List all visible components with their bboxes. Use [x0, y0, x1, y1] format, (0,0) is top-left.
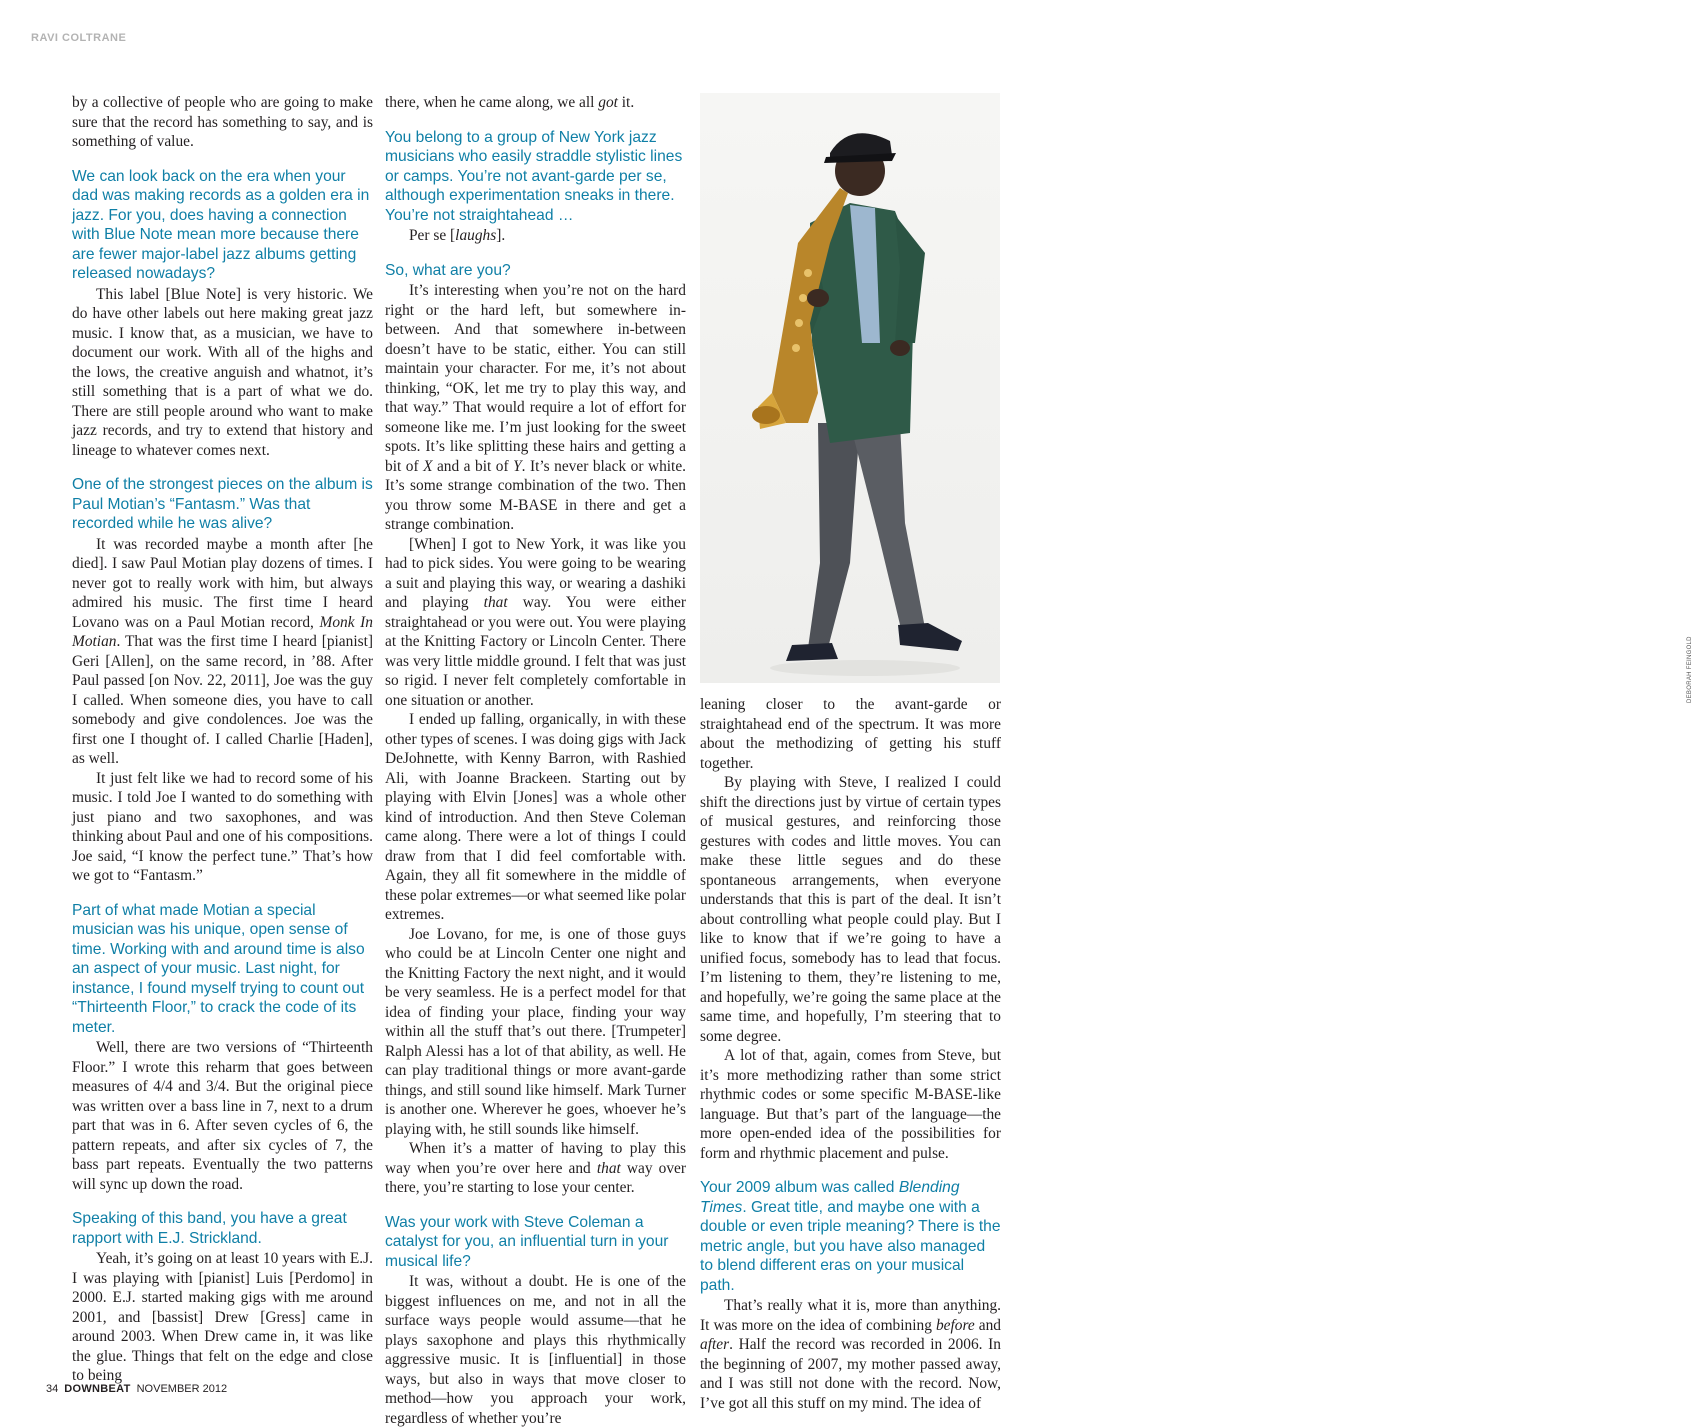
saxophonist-illustration	[700, 93, 1000, 683]
paragraph	[385, 226, 686, 246]
text-run: . It’s never black or white. It’s some strange combination of the two. Then you throw some M-BASE in there and get a strange combination.	[385, 457, 687, 533]
photo-credit: DEBORAH FEINGOLD	[1687, 636, 1693, 703]
text-run: it.	[617, 94, 635, 111]
text-run: . That was the first time I heard [pianist] Geri [Allen], on the same record, in ’88. After Paul passed [on Nov. 22, 2011], Joe was the guy I called. When someone dies, you have to call somebody and give condolences. Joe was the first one I thought of. I called Charlie [Haden], as well.	[72, 633, 373, 767]
paragraph: by a collective of people who are going to make sure that the record has something to say, and is something of value.	[72, 94, 373, 150]
emphasis: got	[598, 94, 618, 111]
column-3	[700, 695, 1001, 1413]
question-heading: Speaking of this band, you have a great rapport with E.J. Strickland.	[72, 1210, 347, 1247]
text-run: It was recorded maybe a month after [he died]. I saw Paul Motian play dozens of times. I never got to really work with him, but always admired his music. The first time I heard Lovano was on a Paul Motian record,	[72, 535, 373, 631]
question-heading: We can look back on the era when your dad was making records as a golden era in jazz. For you, does having a connection with Blue Note mean more because there are fewer major-label jazz albums getting released nowadays?	[72, 167, 370, 282]
text-run: and	[974, 1316, 1002, 1334]
question-heading: One of the strongest pieces on the album is Paul Motian’s “Fantasm.” Was that recorded while he was alive?	[72, 476, 373, 532]
question-heading: Part of what made Motian a special musician was his unique, open sense of time. Working with and around time is also an aspect of your music. Last night, for instance, I found myself trying to count out “Thirteenth Floor,” to crack the code of its meter.	[72, 901, 365, 1036]
question-heading: You belong to a group of New York jazz musicians who easily straddle stylistic lines or camps. You’re not avant-garde per se, although experimentation sneaks in there. You’re not straightahead …	[385, 128, 683, 224]
paragraph: Yeah, it’s going on at least 10 years with E.J. I was playing with [pianist] Luis [Perdomo] in 2000. E.J. started making gigs with me around 2001, and [bassist] Drew [Gress] came in around 2003. When Drew came in, it was like the glue. Things that felt on the edge and close to being	[72, 1250, 373, 1384]
paragraph: I ended up falling, organically, in with these other types of scenes. I was doing gigs with Jack DeJohnette, with Kenny Barron, with Rashied Ali, with Joanne Brackeen. Starting out by playing with Elvin [Jones] was a whole other kind of introduction. And then Steve Coleman came along. There were a lot of things I could draw from that I did feel comfortable with. Again, they all fit somewhere in the middle of these polar extremes—or what seemed like polar extremes.	[385, 711, 686, 923]
paragraph	[72, 535, 373, 769]
text-run: way over there, you’re starting to lose your center.	[385, 1159, 686, 1196]
paragraph	[385, 281, 686, 535]
saxophonist-photo	[700, 93, 1693, 703]
text-run: there, when he came along, we all	[385, 94, 599, 111]
text-run: It’s interesting when you’re not on the hard right or the hard left, but somewhere in-between. And that somewhere in-between doesn’t have to be static, either. You can still maintain your character. For me, it’s not about thinking, “OK, let me try to play this way, and that way.” That would require a lot of effort for someone like me. I’m just looking for the sweet spots. It’s like splitting these hairs and getting a bit of	[385, 282, 686, 475]
album-title: Blending Times	[700, 1179, 960, 1216]
paragraph: It just felt like we had to record some of his music. I told Joe I wanted to do something with just piano and two saxophones, and was thinking about Paul and one of his compositions. Joe said, “I know the perfect tune.” That’s how we got to “Fantasm.”	[72, 769, 373, 884]
text-run: . Half the record was recorded in 2006. In the beginning of 2007, my mother passed away, and I was still not done with the record. Now, I’ve got all this stuff on my mind. The idea of	[700, 1336, 1001, 1412]
issue-date: NOVEMBER 2012	[136, 1383, 228, 1395]
emphasis: before	[935, 1316, 975, 1334]
question-heading: Was your work with Steve Coleman a catalyst for you, an influential turn in your musical life?	[385, 1213, 669, 1270]
column-1	[72, 93, 373, 1386]
column-2	[385, 93, 686, 1428]
paragraph: A lot of that, again, comes from Steve, but it’s more methodizing rather than some strict rhythmic codes or some specific M-BASE-like language. But that’s part of the language—the more open-ended idea of the possibilities for form and rhythmic placement and pulse.	[700, 1047, 1001, 1162]
emphasis: after	[700, 1336, 730, 1353]
emphasis: X	[423, 457, 433, 475]
emphasis: laughs	[455, 227, 497, 244]
emphasis: Y	[513, 457, 522, 475]
paragraph: By playing with Steve, I realized I could shift the directions just by virtue of certain types of musical gestures, and reinforcing those gestures with codes and little moves. You can make these little segues and do these spontaneous arrangements, when everyone understands that this is part of the deal. It isn’t about controlling what people could play. But I like to know that if we’re going to have a unified focus, somebody has to lead that focus. I’m listening to them, they’re listening to me, and hopefully, we’re going the same place at the same time, and hopefully, I’m steering that to some degree.	[700, 774, 1001, 1045]
text-run: [When] I got to New York, it was like you had to pick sides. You were going to be wearing a suit and playing this way, or wearing a dashiki and playing	[385, 535, 686, 611]
page-footer	[46, 1383, 227, 1395]
text-run: When it’s a matter of having to play this way when you’re over here and	[385, 1140, 686, 1177]
paragraph: Well, there are two versions of “Thirteenth Floor.” I wrote this reharm that goes between measures of 4/4 and 3/4. But the original piece was written over a bass line in 7, next to a drum part that was in 6. After seven cycles of 6, the pattern repeats, and after six cycles of 7, the bass part repeats. Eventually the two patterns will sync up down the road.	[72, 1039, 373, 1193]
text-run: Per se [	[409, 227, 456, 244]
paragraph	[385, 1139, 686, 1198]
paragraph	[700, 1296, 1001, 1413]
running-head: RAVI COLTRANE	[31, 32, 127, 44]
question-heading: So, what are you?	[385, 261, 511, 279]
text-run: ].	[496, 227, 506, 244]
page-number: 34	[46, 1383, 59, 1395]
text-run: Your 2009 album was called	[700, 1179, 899, 1196]
paragraph	[385, 93, 686, 113]
magazine-name: DOWNBEAT	[64, 1383, 131, 1395]
text-run: way. You were either straightahead or you were out. You were playing at the Knitting Factory or Lincoln Center. There was very little middle ground. I felt that was just so rigid. I never felt completely comfortable in one situation or another.	[385, 594, 686, 709]
text-run: and a bit of	[432, 457, 514, 475]
album-title: Monk In Motian	[72, 613, 374, 650]
question-heading	[700, 1178, 1001, 1295]
paragraph	[385, 535, 686, 711]
paragraph: Joe Lovano, for me, is one of those guys who could be at Lincoln Center one night and the Knitting Factory the next night, and it would be very seamless. He is a perfect model for that idea of finding your place, finding your way within all the stuff that’s out there. [Trumpeter] Ralph Alessi has a lot of that ability, as well. He can play traditional things or more avant-garde things, and still sound like himself. Mark Turner is another one. Wherever he goes, whoever he’s playing with, he still sounds like himself.	[385, 925, 686, 1138]
paragraph: It was, without a doubt. He is one of the biggest influences on me, and not in all the surface ways people would assume—that he plays saxophone and plays this rhythmically aggressive music. It is [influential] in those ways, but also in ways that move closer to method—how you approach your work, regardless of whether you’re	[385, 1273, 686, 1427]
text-run: . Great title, and maybe one with a double or even triple meaning? There is the metric angle, but you have also managed to blend different eras on your musical path.	[700, 1198, 1001, 1294]
paragraph: This label [Blue Note] is very historic. We do have other labels out here making great jazz music. I know that, as a musician, we have to document our work. With all of the highs and the lows, the creative anguish and whatnot, it’s still something that is a part of what we do. There are still people around who want to make jazz records, and try to extend that history and lineage to whatever comes next.	[72, 285, 373, 459]
text-run: That’s really what it is, more than anything. It was more on the idea of combining	[700, 1297, 1001, 1334]
paragraph: leaning closer to the avant-garde or straightahead end of the spectrum. It was more about the methodizing of getting his stuff together.	[700, 696, 1001, 772]
emphasis: that	[596, 1159, 621, 1177]
emphasis: that	[483, 594, 508, 611]
